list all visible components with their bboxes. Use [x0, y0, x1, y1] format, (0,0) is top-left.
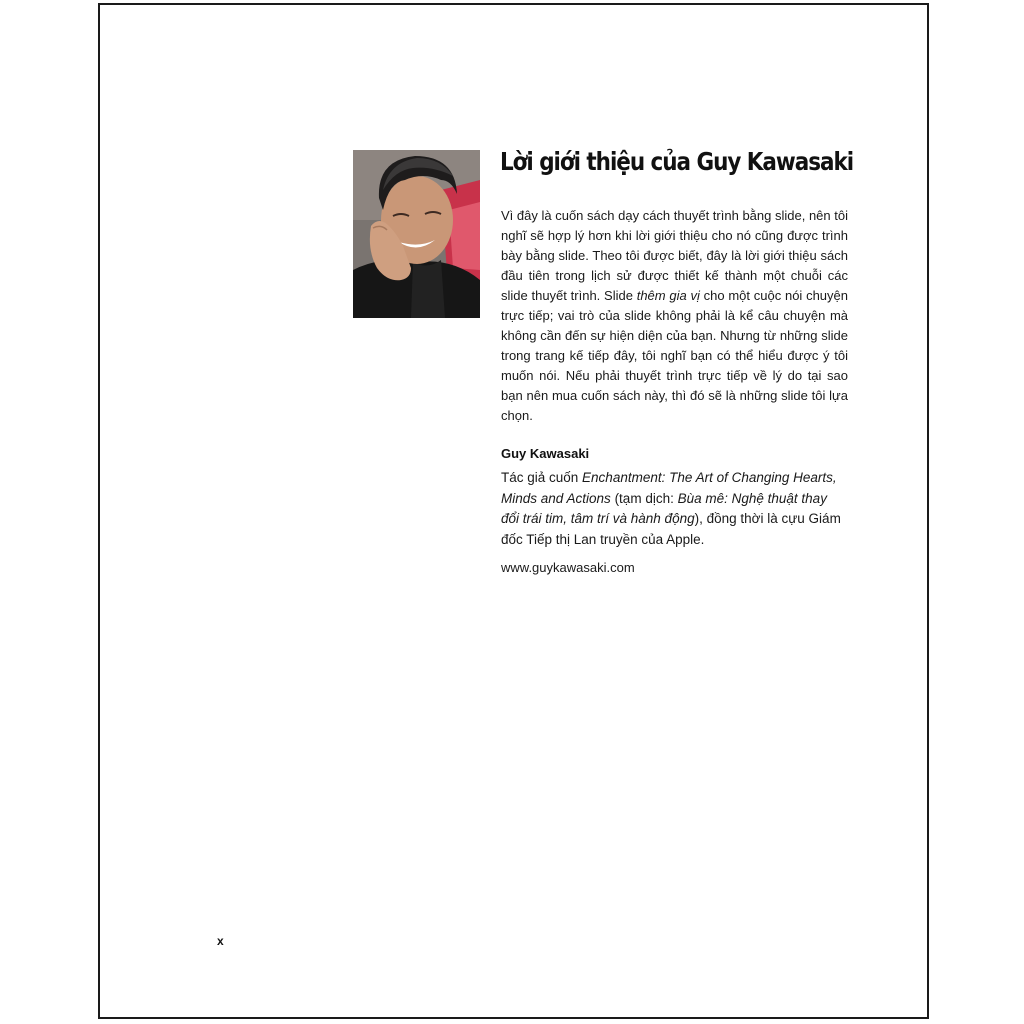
page-number: x [217, 934, 224, 948]
author-photo [353, 150, 480, 318]
bio-book-title: Enchantment: The Art of Changing Hearts, Minds and Actions [501, 470, 837, 506]
bio-middle: (tạm dịch: [610, 490, 678, 506]
bio-prefix: Tác giả cuốn [501, 470, 583, 485]
page-title: Lời giới thiệu của Guy Kawasaki [500, 147, 854, 176]
author-bio [501, 468, 848, 550]
bio-translated-title: Bùa mê: Nghệ thuật thay đổi trái tim, tâm trí và hành động [501, 490, 827, 526]
bio-suffix: ), đồng thời là cựu Giám đốc Tiếp thị Lan truyền của Apple. [501, 511, 841, 547]
intro-text-part1: Vì đây là cuốn sách dạy cách thuyết trình bằng slide, nên tôi nghĩ sẽ hợp lý hơn khi lời giới thiệu cho nó cũng được trình bày bằng slide. Theo tôi được biết, đây là lời giới thiệu sách đầu tiên trong lịch sử được thiết kế thành một chuỗi các slide thuyết trình. Slide [501, 208, 848, 303]
author-website: www.guykawasaki.com [501, 560, 635, 575]
intro-text-part2: cho một cuộc nói chuyện trực tiếp; vai trò của slide không phải là kể câu chuyện mà không cần đến sự hiện diện của bạn. Nhưng từ những slide trong trang kế tiếp đây, tôi nghĩ bạn có thể hiểu được ý tôi muốn nói. Nếu phải thuyết trình trực tiếp về lý do tại sao bạn nên mua cuốn sách này, thì đó sẽ là những slide tôi lựa chọn. [501, 288, 848, 423]
author-name: Guy Kawasaki [501, 446, 590, 461]
intro-emphasis: thêm gia vị [636, 288, 700, 303]
intro-paragraph [501, 206, 848, 426]
